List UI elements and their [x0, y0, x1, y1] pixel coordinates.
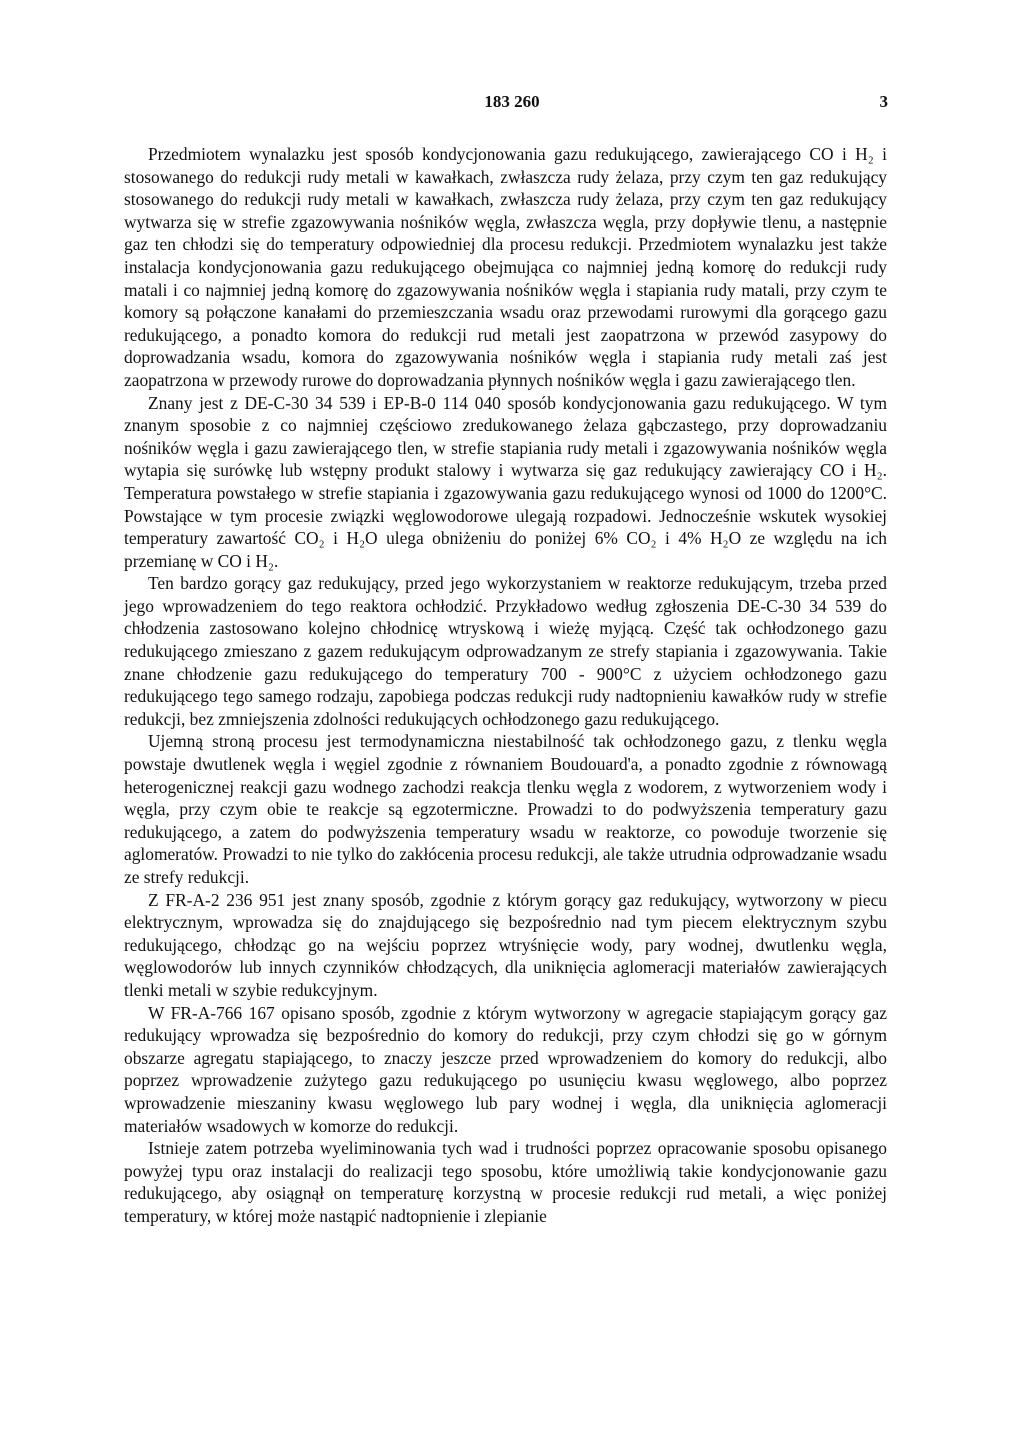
page-number: 3 — [879, 92, 888, 111]
paragraph-5: Z FR-A-2 236 951 jest znany sposób, zgodnie z którym gorący gaz redukujący, wytworzony w piecu elektrycznym, wprowadza się do znajdującego się bezpośrednio nad tym piecem elektrycznym szybu redukującego, chłodząc go na wejściu poprzez wtryśnięcie wody, pary wodnej, dwutlenku węgla, węglowodorów lub innych czynników chłodzących, dla uniknięcia aglomeracji materiałów zawierających tlenki metali w szybie redukcyjnym. — [124, 889, 887, 1000]
page-header — [0, 92, 1024, 116]
paragraph-1: Przedmiotem wynalazku jest sposób kondycjonowania gazu redukującego, zawierającego CO i H₂ i stosowanego do redukcji rudy metali w kawałkach, zwłaszcza rudy żelaza, przy czym ten gaz redukujący stosowanego do redukcji rudy metali w kawałkach, zwłaszcza rudy żelaza, przy czym ten gaz redukujący wytwarza się w strefie zgazowywania nośników węgla, zwłaszcza węgla, przy dopływie tlenu, a następnie gaz ten chłodzi się do temperatury odpowiedniej dla procesu redukcji. Przedmiotem wynalazku jest także instalacja kondycjonowania gazu redukującego obejmująca co najmniej jedną komorę do redukcji rudy matali i co najmniej jedną komorę do zgazowywania nośników węgla i stapiania rudy matali, przy czym te komory są połączone kanałami do przemieszczania wsadu oraz przewodami rurowymi dla gorącego gazu redukującego, a ponadto komora do redukcji rud metali jest zaopatrzona w przewód zasypowy do doprowadzania wsadu, komora do zgazowywania nośników węgla i stapiania rudy metali zaś jest zaopatrzona w przewody rurowe do doprowadzania płynnych nośników węgla i gazu zawierającego tlen. — [124, 144, 887, 390]
paragraph-3: Ten bardzo gorący gaz redukujący, przed jego wykorzystaniem w reaktorze redukującym, trzeba przed jego wprowadzeniem do tego reaktora ochłodzić. Przykładowo według zgłoszenia DE-C-30 34 539 do chłodzenia zastosowano kolejno chłodnicę wtryskową i wieżę myjącą. Część tak ochłodzonego gazu redukującego zmieszano z gazem redukującym odprowadzanym ze strefy stapiania i zgazowywania. Takie znane chłodzenie gazu redukującego do temperatury 700 - 900°C z użyciem ochłodzonego gazu redukującego tego samego rodzaju, zapobiega podczas redukcji rudy nadtopnieniu kawałków rudy w strefie redukcji, bez zmniejszenia zdolności redukujących ochłodzonego gazu redukującego. — [124, 573, 887, 729]
paragraph-4: Ujemną stroną procesu jest termodynamiczna niestabilność tak ochłodzonego gazu, z tlenku węgla powstaje dwutlenek węgla i węgiel zgodnie z równaniem Boudouard'a, a ponadto zgodnie z równowagą heterogenicznej reakcji gazu wodnego zachodzi reakcja tlenku węgla z wodorem, z wytworzeniem wody i węgla, przy czym obie te reakcje są egzotermiczne. Prowadzi to do podwyższenia temperatury gazu redukującego, a zatem do podwyższenia temperatury wsadu w reaktorze, co powoduje tworzenie się aglomeratów. Prowadzi to nie tylko do zakłócenia procesu redukcji, ale także utrudnia odprowadzanie wsadu ze strefy redukcji. — [124, 731, 887, 887]
paragraph-2: Znany jest z DE-C-30 34 539 i EP-B-0 114 040 sposób kondycjonowania gazu redukującego. W tym znanym sposobie z co najmniej częściowo zredukowanego żelaza gąbczastego, przy doprowadzaniu nośników węgla i gazu zawierającego tlen, w strefie stapiania rudy metali i zgazowywania nośników węgla wytapia się surówkę lub wstępny produkt stalowy i wytwarza się gaz redukujący zawierający CO i H₂. Temperatura powstałego w strefie stapiania i zgazowywania gazu redukującego wynosi od 1000 do 1200°C. Powstające w tym procesie związki węglowodorowe ulegają rozpadowi. Jednocześnie wskutek wysokiej temperatury zawartość CO₂ i H₂O ulega obniżeniu do poniżej 6% CO₂ i 4% H₂O ze względu na ich przemianę w CO i H₂. — [124, 392, 887, 571]
patent-number: 183 260 — [484, 92, 540, 111]
paragraph-6: W FR-A-766 167 opisano sposób, zgodnie z którym wytworzony w agregacie stapiającym gorący gaz redukujący wprowadza się bezpośrednio do komory do redukcji, przy czym chłodzi się go w górnym obszarze agregatu stapiającego, to znaczy jeszcze przed wprowadzeniem do komory do redukcji, albo poprzez wprowadzenie zużytego gazu redukującego po usunięciu kwasu węglowego, albo poprzez wprowadzenie mieszaniny kwasu węglowego lub pary wodnej i węgla, dla uniknięcia aglomeracji materiałów wsadowych w komorze do redukcji. — [124, 1002, 887, 1136]
paragraph-7: Istnieje zatem potrzeba wyeliminowania tych wad i trudności poprzez opracowanie sposobu opisanego powyżej typu oraz instalacji do realizacji tego sposobu, które umożliwią takie kondycjonowanie gazu redukującego, aby osiągnął on temperaturę korzystną w procesie redukcji rud metali, a więc poniżej temperatury, w której może nastąpić nadtopnienie i zlepianie — [124, 1138, 887, 1226]
body-text — [124, 143, 887, 1228]
